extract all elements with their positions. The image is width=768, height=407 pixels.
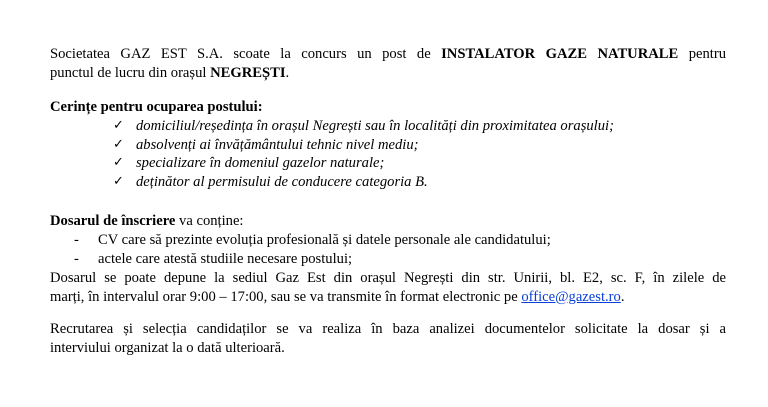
dossier-heading-suffix: va conține: — [175, 213, 244, 229]
list-item — [74, 231, 551, 250]
intro-line-1 — [50, 45, 726, 64]
check-mark-icon: ✓ — [113, 118, 124, 133]
requirements-list — [113, 117, 614, 191]
list-item — [113, 117, 614, 136]
intro-text-end: pentru — [678, 46, 726, 62]
list-item — [74, 250, 551, 269]
recruitment-line-1: Recrutarea și selecția candidaților se va realiza în baza analizei documentelor solicitate la dosar și a — [50, 321, 726, 337]
dossier-item-text: actele care atestă studiile necesare postului; — [98, 250, 353, 267]
requirements-heading — [50, 98, 726, 117]
requirement-text: specializare în domeniul gazelor naturale; — [136, 155, 385, 171]
check-mark-icon: ✓ — [113, 173, 124, 189]
list-item — [113, 173, 614, 192]
submission-period: . — [620, 288, 625, 305]
submission-paragraph — [50, 269, 726, 306]
intro-period: . — [285, 64, 290, 81]
job-title: INSTALATOR GAZE NATURALE — [441, 46, 679, 62]
dossier-item-text: CV care să prezinte evoluția profesională și datele personale ale candidatului; — [98, 232, 551, 248]
dossier-list — [74, 231, 551, 268]
dash-bullet: - — [74, 250, 79, 267]
submission-line-2 — [50, 288, 726, 307]
intro-location-text: punctul de lucru din orașul — [50, 64, 211, 81]
check-mark-icon: ✓ — [113, 136, 124, 152]
requirement-text: deținător al permisului de conducere categoria B. — [136, 173, 428, 190]
dossier-heading — [50, 212, 726, 231]
list-item — [113, 136, 614, 155]
dossier-heading-text: Dosarul de înscriere — [50, 213, 176, 229]
city-name: NEGREȘTI — [210, 64, 286, 81]
requirements-heading-text: Cerințe pentru ocuparea postului: — [50, 99, 263, 115]
requirement-text: domiciliul/reședința în orașul Negrești sau în localități din proximitatea orașului; — [136, 118, 614, 134]
intro-line-2 — [50, 64, 726, 83]
intro-paragraph — [50, 45, 726, 82]
list-item — [113, 154, 614, 173]
recruitment-paragraph — [50, 320, 726, 357]
recruitment-line-2: interviului organizat la o dată ulterioară. — [50, 339, 285, 356]
email-link[interactable]: office@gazest.ro — [521, 288, 621, 305]
dash-bullet: - — [74, 232, 79, 248]
submission-line-1: Dosarul se poate depune la sediul Gaz Est din orașul Negrești din str. Unirii, bl. E2, sc. F, în zilele de — [50, 270, 726, 286]
submission-text: marți, în intervalul orar 9:00 – 17:00, sau se va transmite în format electronic pe — [50, 288, 522, 305]
requirement-text: absolvenți ai învățământului tehnic nivel mediu; — [136, 136, 419, 153]
intro-text-start: Societatea GAZ EST S.A. scoate la concurs un post de — [50, 46, 442, 62]
check-mark-icon: ✓ — [113, 155, 124, 170]
